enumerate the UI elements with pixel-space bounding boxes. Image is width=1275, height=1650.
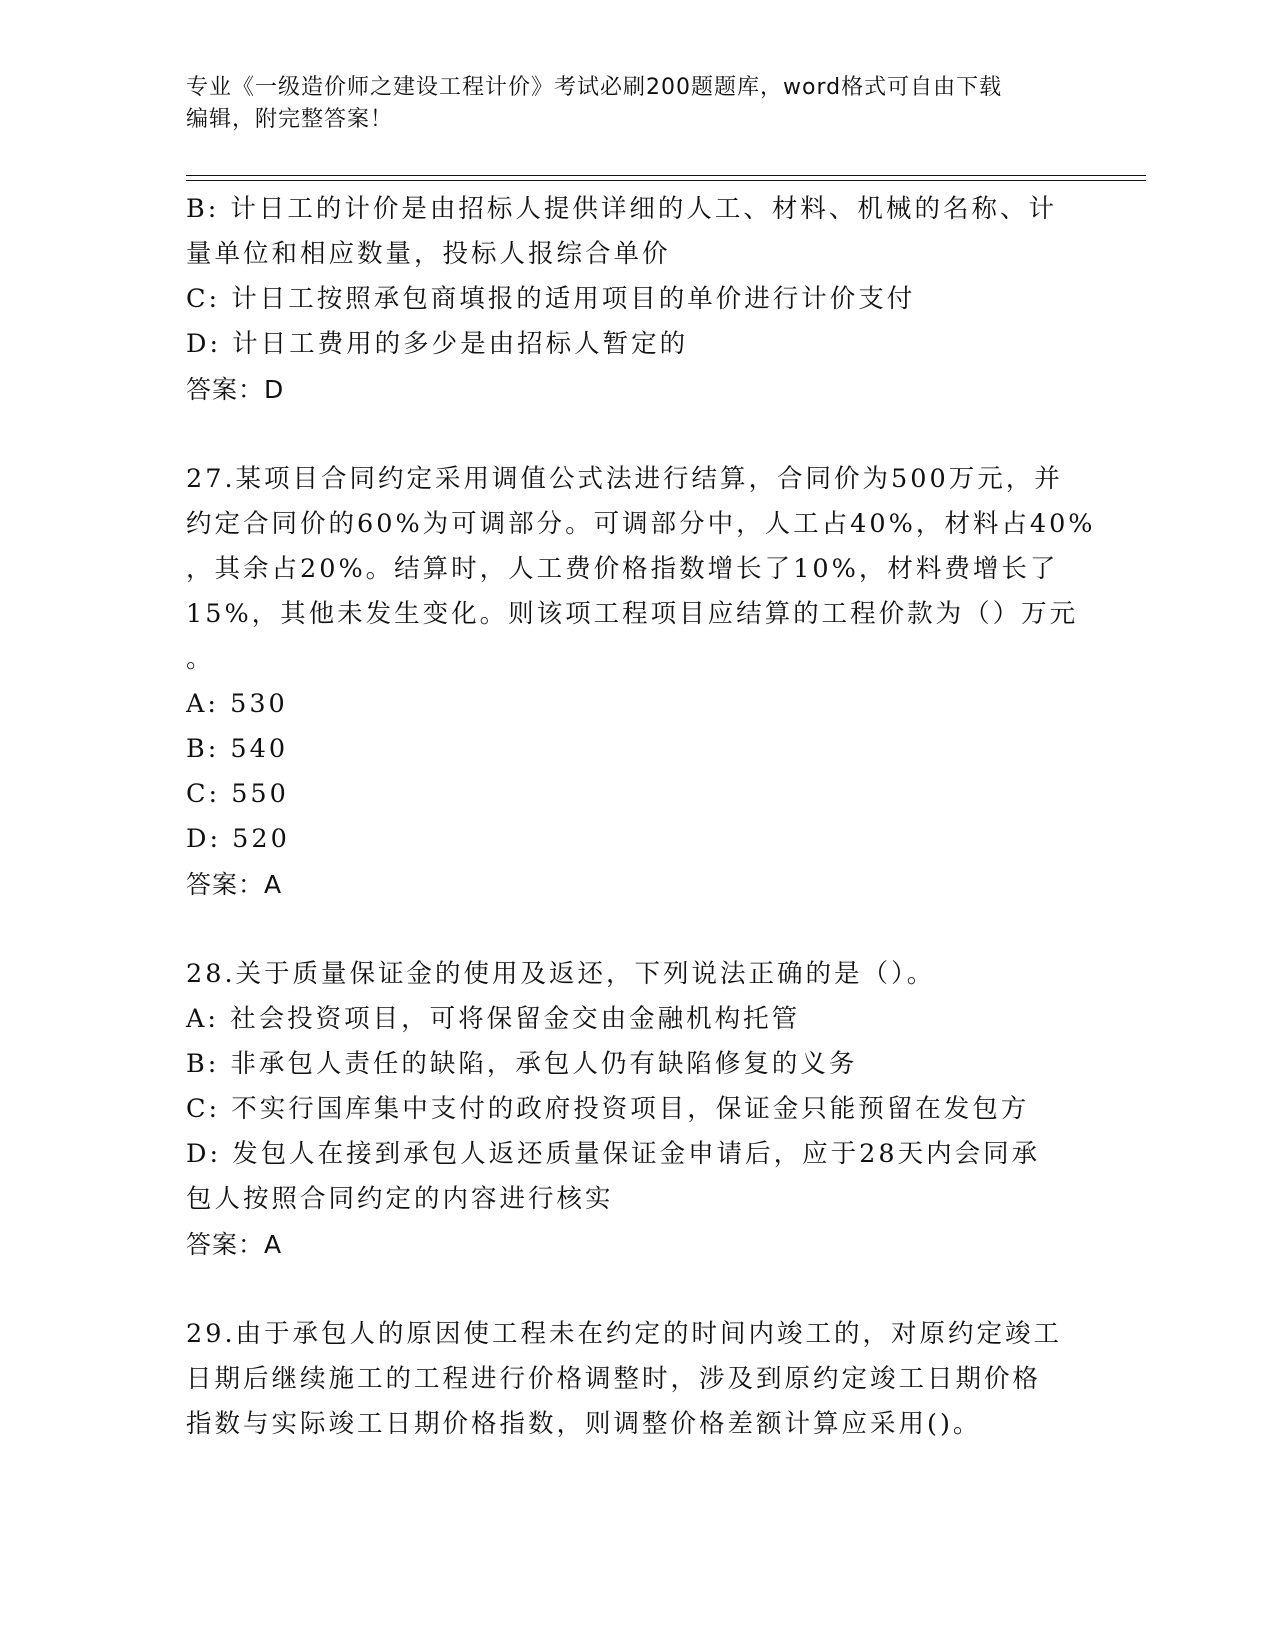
question-text-line-3: ，其余占20%。结算时，人工费价格指数增长了10%，材料费增长了 — [186, 554, 1059, 584]
header-divider-bottom — [186, 180, 1146, 181]
spacer — [186, 412, 1076, 457]
question-26-continued — [186, 187, 1076, 412]
option-a: A: 社会投资项目，可将保留金交由金融机构托管 — [186, 1004, 801, 1034]
option-a: A: 530 — [186, 689, 288, 719]
option-d: D: 520 — [186, 824, 290, 854]
option-c: C: 计日工按照承包商填报的适用项目的单价进行计价支付 — [186, 284, 916, 314]
question-text-line-1: 27.某项目合同约定采用调值公式法进行结算，合同价为500万元，并 — [186, 464, 1063, 494]
option-b-line-2: 量单位和相应数量，投标人报综合单价 — [186, 239, 671, 269]
spacer — [186, 907, 1076, 952]
question-content — [186, 187, 1096, 1447]
question-text-line-2: 约定合同价的60%为可调部分。可调部分中，人工占40%，材料占40% — [186, 509, 1096, 539]
question-text-line-3: 指数与实际竣工日期价格指数，则调整价格差额计算应采用()。 — [186, 1409, 982, 1439]
page-header — [186, 72, 1066, 136]
question-27 — [186, 457, 1096, 907]
answer: 答案：A — [186, 870, 283, 899]
question-28 — [186, 952, 1076, 1267]
option-c: C: 不实行国库集中支付的政府投资项目，保证金只能预留在发包方 — [186, 1094, 1030, 1124]
question-text-line-1: 29.由于承包人的原因使工程未在约定的时间内竣工的，对原约定竣工 — [186, 1319, 1063, 1349]
question-29 — [186, 1312, 1076, 1447]
question-text-line-2: 日期后继续施工的工程进行价格调整时，涉及到原约定竣工日期价格 — [186, 1364, 1042, 1394]
option-b: B: 非承包人责任的缺陷，承包人仍有缺陷修复的义务 — [186, 1049, 858, 1079]
question-text-line-1: 28.关于质量保证金的使用及返还，下列说法正确的是（）。 — [186, 959, 936, 989]
answer: 答案：D — [186, 375, 285, 404]
question-text-line-5: 。 — [186, 644, 215, 674]
answer: 答案：A — [186, 1230, 283, 1259]
option-d-line-1: D: 发包人在接到承包人返还质量保证金申请后，应于28天内会同承 — [186, 1139, 1041, 1169]
option-d-line-2: 包人按照合同约定的内容进行核实 — [186, 1184, 614, 1214]
option-b: B: 540 — [186, 734, 289, 764]
header-line-2: 编辑，附完整答案！ — [186, 107, 394, 132]
header-divider-top — [186, 175, 1146, 176]
question-text-line-4: 15%，其他未发生变化。则该项工程项目应结算的工程价款为（）万元 — [186, 599, 1079, 629]
header-line-1: 专业《一级造价师之建设工程计价》考试必刷200题题库，word格式可自由下载 — [186, 75, 1003, 100]
spacer — [186, 1267, 1076, 1312]
option-d: D: 计日工费用的多少是由招标人暂定的 — [186, 329, 689, 359]
option-b-line-1: B: 计日工的计价是由招标人提供详细的人工、材料、机械的名称、计 — [186, 194, 1057, 224]
option-c: C: 550 — [186, 779, 289, 809]
